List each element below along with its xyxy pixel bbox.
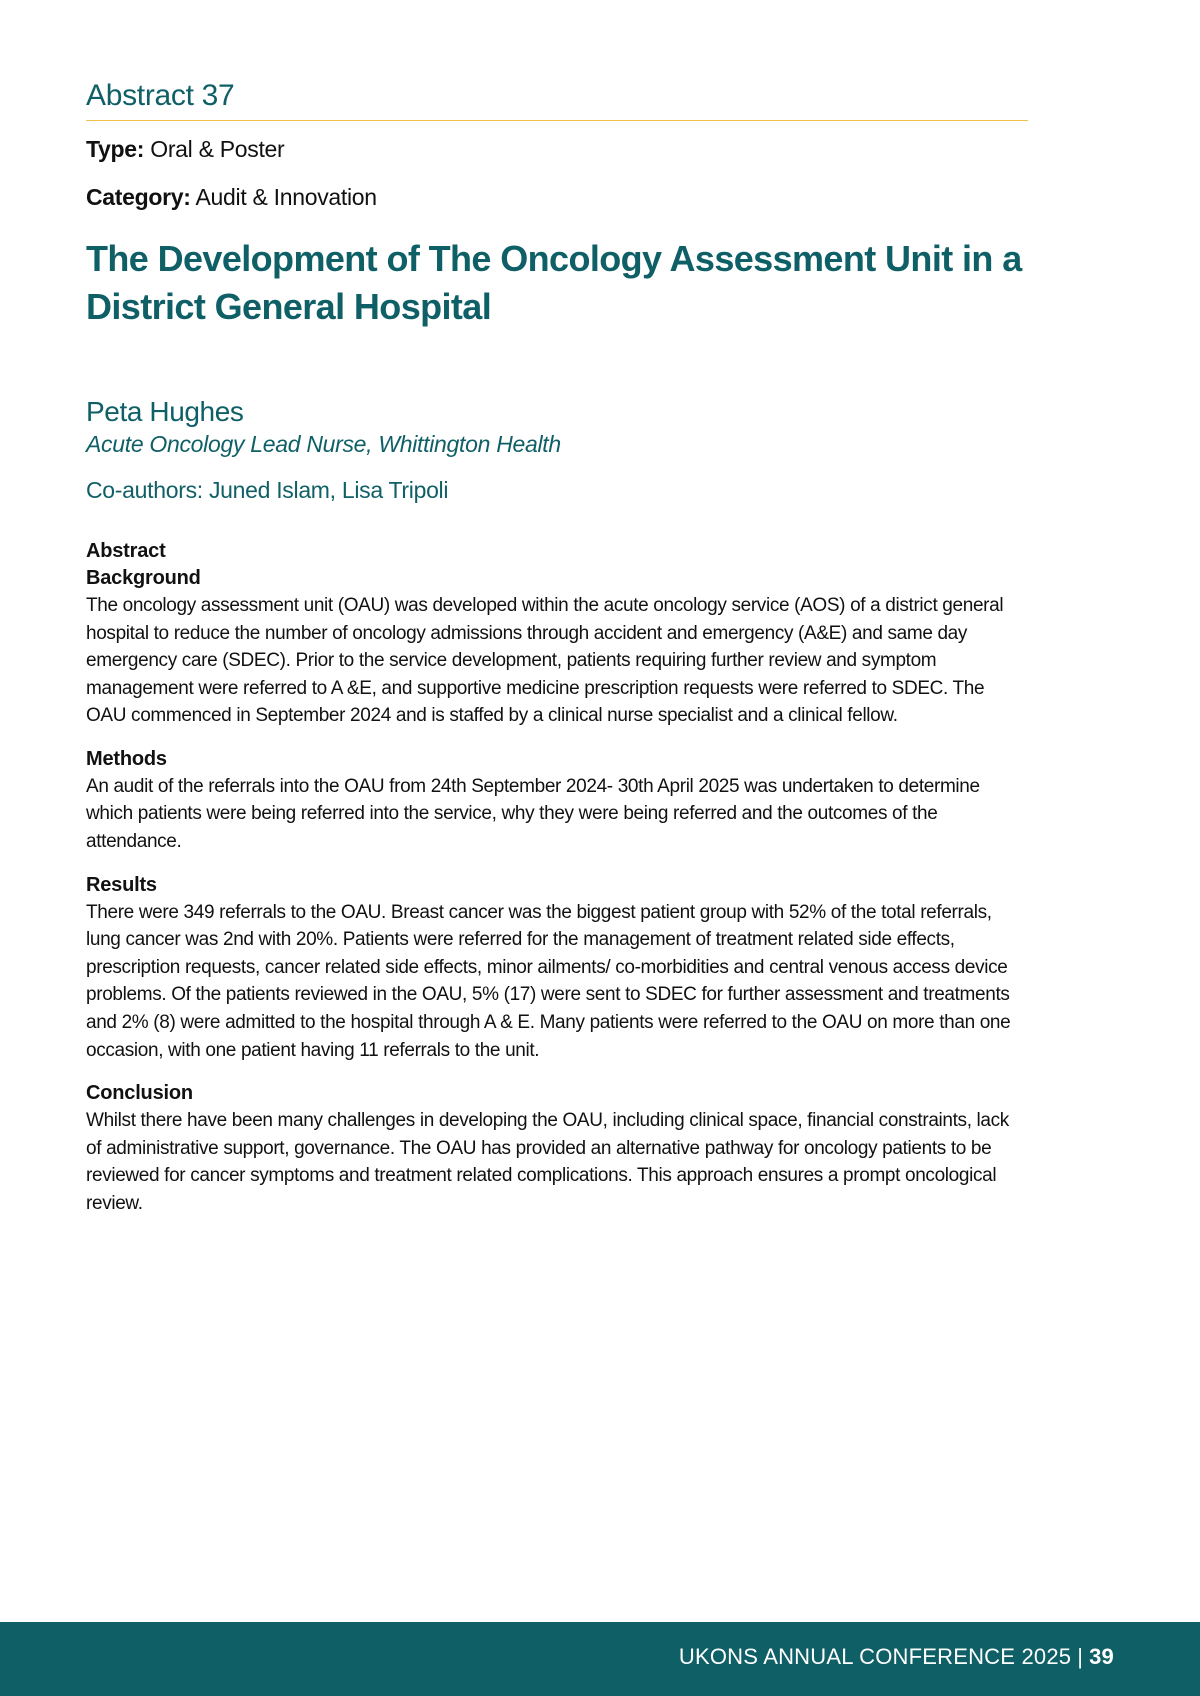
category-label: Category: [86, 183, 191, 210]
section-conclusion [86, 1080, 1028, 1217]
section-heading: Background [86, 566, 201, 589]
conference-name: UKONS ANNUAL CONFERENCE 2025 [678, 1644, 1072, 1669]
abstract-page [86, 78, 1028, 1218]
section-text: Whilst there have been many challenges in developing the OAU, including clinical space, financial constraints, lack of administrative support, governance. The OAU has provided an alternative pathway for oncology patients to be reviewed for cancer symptoms and treatment related complications. This approach ensures a prompt oncological review. [86, 1110, 1009, 1214]
category-line [86, 183, 1028, 213]
section-results [86, 872, 1028, 1065]
author-block [86, 395, 1028, 506]
abstract-heading: Abstract [86, 539, 166, 562]
type-label: Type: [86, 136, 145, 162]
footer-text [679, 1644, 1114, 1670]
author-name: Peta Hughes [86, 395, 244, 427]
abstract-number: Abstract 37 [86, 78, 1028, 121]
type-value: Oral & Poster [150, 136, 285, 162]
section-heading: Methods [86, 747, 167, 770]
page-footer [0, 1622, 1200, 1696]
section-text: An audit of the referrals into the OAU from 24th September 2024- 30th April 2025 was undertaken to determine which patients were being referred into the service, why they were being referred and the outcomes of the attendance. [86, 775, 980, 853]
author-role: Acute Oncology Lead Nurse, Whittington Health [86, 431, 561, 458]
section-methods [86, 746, 1028, 856]
section-background [86, 565, 1028, 730]
coauthors: Co-authors: Juned Islam, Lisa Tripoli [86, 477, 449, 504]
category-value: Audit & Innovation [195, 183, 377, 210]
page-number: 39 [1089, 1644, 1114, 1669]
section-text: There were 349 referrals to the OAU. Breast cancer was the biggest patient group with 52% of the total referrals, lung cancer was 2nd with 20%. Patients were referred for the management of treatment related side effects, prescription requests, cancer related side effects, minor ailments/ co-morbidities and central venous access device problems. Of the patients reviewed in the OAU, 5% (17) were sent to SDEC for further assessment and treatments and 2% (8) were admitted to the hospital through A & E. Many patients were referred to the OAU on more than one occasion, with one patient having 11 referrals to the unit. [86, 901, 1011, 1061]
section-text: The oncology assessment unit (OAU) was developed within the acute oncology service (AOS) of a district general hospital to reduce the number of oncology admissions through accident and emergency (A&E) and same day emergency care (SDEC). Prior to the service development, patients requiring further review and symptom management were referred to A &E, and supportive medicine prescription requests were referred to SDEC. The OAU commenced in September 2024 and is staffed by a clinical nurse specialist and a clinical fellow. [86, 594, 1004, 727]
section-heading: Conclusion [86, 1082, 193, 1105]
footer-separator: | [1077, 1644, 1084, 1669]
section-heading: Results [86, 873, 157, 896]
type-line [86, 135, 1028, 165]
abstract-title: The Development of The Oncology Assessment Unit in a District General Hospital [86, 237, 1022, 327]
